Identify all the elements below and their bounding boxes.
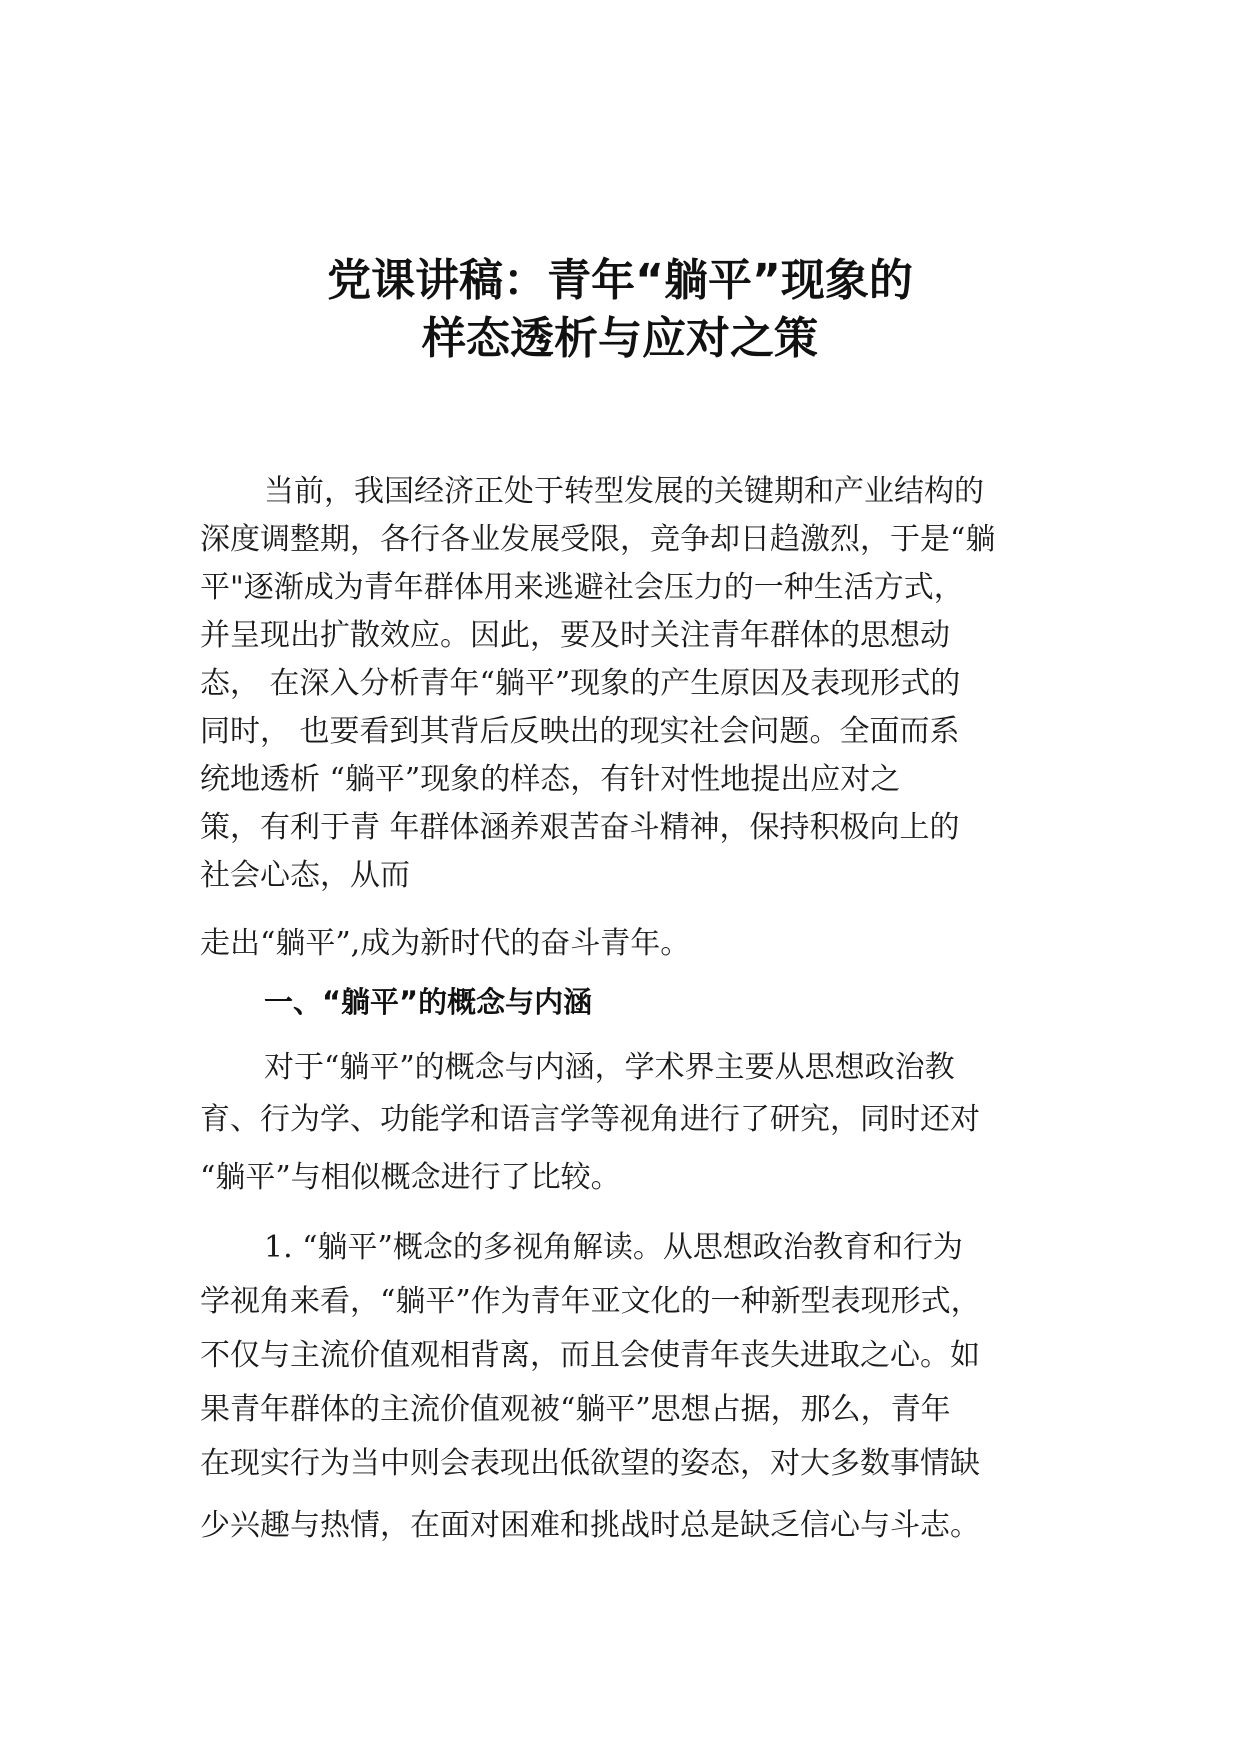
intro-line: 同时， 也要看到其背后反映出的现实社会问题。全面而系 bbox=[200, 714, 960, 749]
section-para-line: “躺平”与相似概念进行了比较。 bbox=[200, 1160, 621, 1195]
section-para-line: 果青年群体的主流价值观被“躺平”思想占据，那么，青年 bbox=[200, 1392, 951, 1427]
intro-line: 策，有利于青 年群体涵养艰苦奋斗精神，保持积极向上的 bbox=[200, 810, 960, 845]
section-para-line: 少兴趣与热情，在面对困难和挑战时总是缺乏信心与斗志。 bbox=[200, 1508, 980, 1543]
intro-line: 统地透析 “躺平”现象的样态，有针对性地提出应对之 bbox=[200, 762, 901, 797]
intro-line: 深度调整期，各行各业发展受限，竞争却日趋激烈，于是“躺 bbox=[200, 522, 996, 557]
document-title-line-1: 党课讲稿：青年“躺平”现象的 bbox=[327, 255, 913, 306]
intro-line: 态， 在深入分析青年“躺平”现象的产生原因及表现形式的 bbox=[200, 666, 961, 701]
intro-line: 当前，我国经济正处于转型发展的关键期和产业结构的 bbox=[264, 474, 984, 509]
section-para-line: 育、行为学、功能学和语言学等视角进行了研究，同时还对 bbox=[200, 1102, 980, 1137]
intro-line: 社会心态，从而 bbox=[200, 858, 410, 893]
section-para-line: 不仅与主流价值观相背离，而且会使青年丧失进取之心。如 bbox=[200, 1338, 980, 1373]
section-para-line: 学视角来看，“躺平”作为青年亚文化的一种新型表现形式， bbox=[200, 1284, 981, 1319]
intro-line: 平"逐渐成为青年群体用来逃避社会压力的一种生活方式， bbox=[200, 570, 964, 605]
section-para-line: 对于“躺平”的概念与内涵，学术界主要从思想政治教 bbox=[264, 1050, 955, 1085]
document-title-line-2: 样态透析与应对之策 bbox=[422, 313, 818, 364]
section-para-line: 在现实行为当中则会表现出低欲望的姿态，对大多数事情缺 bbox=[200, 1446, 980, 1481]
intro-line: 并呈现出扩散效应。因此，要及时关注青年群体的思想动 bbox=[200, 618, 950, 653]
section-heading: 一、“躺平”的概念与内涵 bbox=[264, 985, 593, 1019]
section-para-line: 1. “躺平”概念的多视角解读。从思想政治教育和行为 bbox=[264, 1230, 963, 1265]
intro-line: 走出“躺平”,成为新时代的奋斗青年。 bbox=[200, 926, 691, 961]
